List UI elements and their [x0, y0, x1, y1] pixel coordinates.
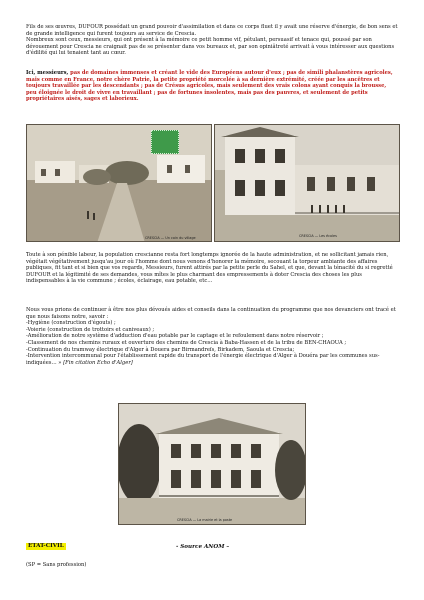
photo-town-hall-caption: CRESCIA — La mairie et la poste: [177, 518, 233, 522]
photo-school-image: [215, 125, 400, 242]
sp-legend: (SP = Sans profession): [26, 562, 87, 568]
paragraph-colons-intro: Ici, messieurs,: [26, 70, 71, 76]
paragraph-dufour-portrait: Fils de ses œuvres, DUFOUR possédait un grand pouvoir d'assimilation et dans ce corps fluet il y avait une réserve d'énergie, de bon sens et de grande intelligence qui furent toujours au service de Crescia. Nombreux sont ceux, messieurs, qui ont présent à la mémoire ce petit homme vif, pétulant, persuasif et tenace qui, poussé par son dévouement pour Crescia ne craignait pas de se présenter dans vos bureaux et, par son opiniâtreté arrivait à vous intéresser aux questions d'édilité qui lui tenaient tant au cœur.: [26, 24, 398, 57]
paragraph-programme-citation: [Fin citation Echo d'Alger]: [63, 359, 133, 366]
postage-stamp: [151, 130, 179, 154]
photo-town-hall: [118, 403, 306, 525]
paragraph-programme-text: Nous vous prions de continuer à être nos plus dévoués aides et conseils dans la continuation du programme que nos devanciers ont tracé et que nous faisons notre, savoir : -Hygiène (construction d'égouts) ; -Voierie (construction de trottoirs et caniveaux) ; -Amélioration de notre système d'adduction d'eau potable par le captage et le refoulement dans notre réservoir ; -Classement de nos chemins ruraux et ouverture des chemins de Crescia à Baba-Hassen et de la tribu de BEN-CHAOUA ; -Continuation du tramway électrique d'Alger à Douera par Birmandreïs, Birkadem, Saoula et Crescia; -Intervention intercommunal pour l'établissement rapide du transport de l'énergie électrique d'Alger à Douéra par les communes sus-indiquées… »: [26, 307, 396, 366]
photo-village-street: [26, 124, 212, 242]
paragraph-population: Toute à son pénible labeur, la population crescianne resta fort longtemps ignorée de la haute administration, et ne sollicitant jamais rien, végétait végétativement jusqu'au jour où l'homme dont nous venons d'honorer la mémoire, secouant la torpeur ambiante des affaires publiques, fit tant et si bien que vos regards, Messieurs, furent attirés par la petite perle du Sahel, et que, devant la ténacité du si regretté DUFOUR et la légitimité de ses demandes, vous mîtes le plus charmant des empressements à doter Crescia des choses les plus indispensables à la vie commune ; écoles, éclairage, eau potable, etc…: [26, 252, 395, 285]
photo-school: [214, 124, 400, 242]
paragraph-colons: [26, 70, 398, 103]
photo-town-hall-image: [119, 404, 306, 525]
source-anom: - Source ANOM –: [176, 544, 230, 550]
photo-school-caption: CRESCIA — Les écoles: [299, 234, 337, 238]
paragraph-programme: [26, 307, 398, 366]
photo-village-street-image: [27, 125, 212, 242]
photo-village-street-caption: CRESCIA — Un coin du village: [145, 236, 196, 240]
paragraph-colons-highlight: pas de domaines immenses et créant le vide des Européens autour d'eux ; pas de simili phalanstères agricoles, mais comme en France, notre chère Patrie, la petite propriété morcelée à sa dernière extrémité, créée par les ancêtres et toujours travaillée par les descendants ; pas de Crésus agricoles, mais seulement des vrais colons ayant conquis la brousse, peu éloignée le droit de vivre en travaillant ; pas de fortunes insolentes, mais pas des pauvres, et seulement de petits propriétaires aisés, sages et laborieux.: [26, 70, 395, 103]
etat-civil-heading: ETAT-CIVIL: [28, 543, 64, 549]
